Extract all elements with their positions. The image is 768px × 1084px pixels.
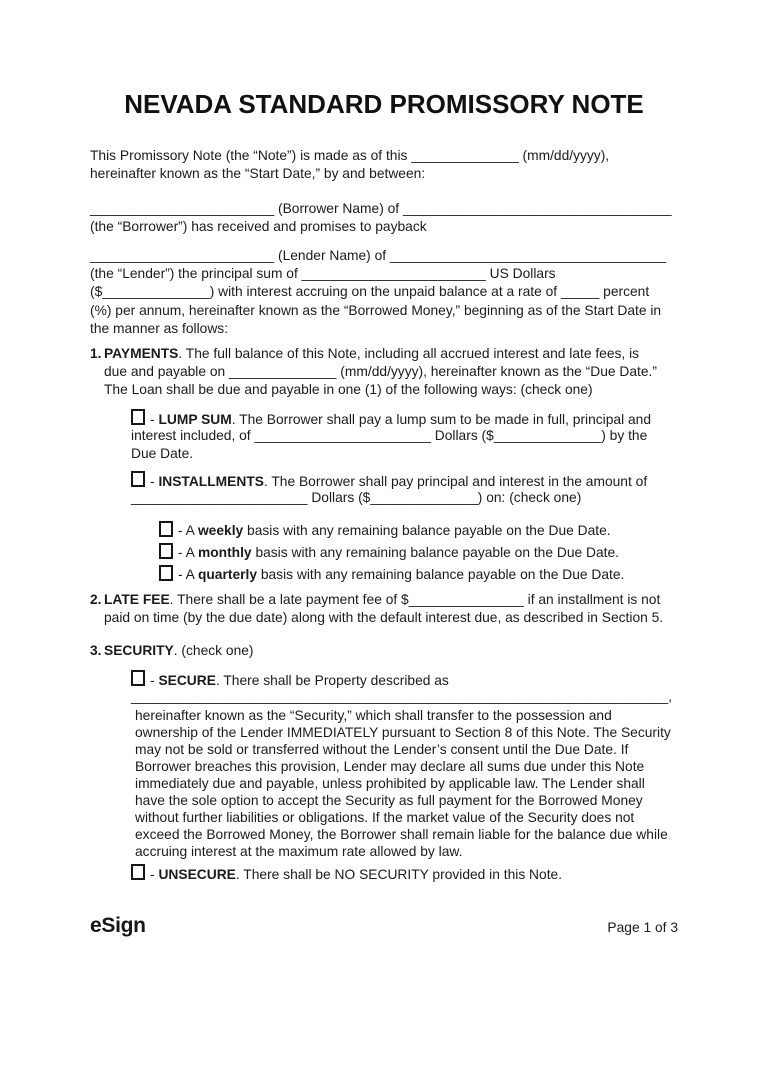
section-number: 1. [90, 345, 102, 361]
text-line: interest included, of _______________________ Dollars ($______________) by the [131, 428, 648, 444]
text-line: - INSTALLMENTS. The Borrower shall pay principal and interest in the amount of [150, 473, 648, 489]
text-line: may not be sold or transferred without the Lender’s consent until the Due Date. If [135, 741, 629, 757]
quarterly-checkbox[interactable] [159, 565, 173, 581]
document-page [0, 90, 768, 938]
lender-name-line: ________________________ (Lender Name) of ____________________________________ [90, 247, 667, 263]
text-line: _______________________ Dollars ($______________) on: (check one) [131, 490, 582, 506]
text-line: - LUMP SUM. The Borrower shall pay a lump sum to be made in full, principal and [150, 411, 652, 427]
property-description-blank: ______________________________________________________________________, [131, 689, 672, 705]
text-line: the manner as follows: [90, 321, 229, 337]
unsecure-checkbox[interactable] [131, 864, 145, 880]
monthly-checkbox[interactable] [159, 543, 173, 559]
page-footer [90, 914, 678, 938]
text-line: due and payable on ______________ (mm/dd/yyyy), hereinafter known as the “Due Date.” [104, 363, 657, 379]
section-security [90, 642, 678, 660]
borrower-name-line: ________________________ (Borrower Name) of ___________________________________ [90, 200, 672, 216]
unsecure-option [90, 864, 678, 882]
document-title: NEVADA STANDARD PROMISSORY NOTE [124, 89, 644, 119]
text-line: have the sole option to accept the Security as full payment for the Borrowed Money [135, 792, 643, 808]
text-line: exceed the Borrowed Money, the Borrower shall remain liable for the balance due while [135, 826, 668, 842]
lump-sum-checkbox[interactable] [131, 409, 145, 425]
text-line: - SECURE. There shall be Property described as [150, 672, 449, 688]
text-line: - UNSECURE. There shall be NO SECURITY provided in this Note. [150, 866, 563, 882]
monthly-option [159, 542, 678, 564]
security-paragraph [90, 707, 678, 860]
intro-paragraph [90, 147, 678, 184]
text-line: - A quarterly basis with any remaining balance payable on the Due Date. [178, 566, 625, 582]
text-line: The Loan shall be due and payable in one (1) of the following ways: (check one) [104, 382, 593, 398]
text-line: hereinafter known as the “Start Date,” by and between: [90, 166, 426, 182]
installments-option [90, 471, 678, 508]
text-line: - A weekly basis with any remaining balance payable on the Due Date. [178, 522, 611, 538]
weekly-option [159, 520, 678, 542]
text-line: Borrower breaches this provision, Lender may declare all sums due under this Note [135, 758, 645, 774]
text-line: This Promissory Note (the “Note”) is made as of this ______________ (mm/dd/yyyy), [90, 148, 610, 163]
esign-logo: eSign [90, 913, 146, 937]
text-line [131, 471, 678, 489]
secure-checkbox[interactable] [131, 670, 145, 686]
text-line: - A monthly basis with any remaining balance payable on the Due Date. [178, 544, 619, 560]
text-line: (the “Lender”) the principal sum of ________________________ US Dollars [90, 265, 556, 281]
text-line: without further liabilities or obligations. If the market value of the Security does not [135, 809, 635, 825]
text-line: (the “Borrower”) has received and promises to payback [90, 219, 427, 235]
text-line [131, 670, 678, 688]
installment-frequency-options [90, 520, 678, 586]
section-number: 3. [90, 643, 102, 659]
borrower-block [90, 200, 678, 237]
text-line: immediately due and payable, unless prohibited by applicable law. The Lender shall [135, 775, 645, 791]
section-number: 2. [90, 591, 102, 607]
text-line: (%) per annum, hereinafter known as the “Borrowed Money,” beginning as of the Start Date in [90, 302, 662, 318]
text-line: Due Date. [131, 446, 194, 462]
text-line: LATE FEE. There shall be a late payment fee of $_______________ if an installment is not [104, 591, 661, 607]
text-line: accruing interest at the maximum rate allowed by law. [135, 843, 463, 859]
section-payments [90, 345, 678, 400]
text-line [131, 409, 678, 427]
lender-block [90, 247, 678, 339]
text-line: ($______________) with interest accruing on the unpaid balance at a rate of _____ percent [90, 284, 650, 300]
text-line: ownership of the Lender IMMEDIATELY pursuant to Section 8 of this Note. The Security [135, 724, 671, 740]
text-line: SECURITY. (check one) [104, 643, 254, 659]
text-line: PAYMENTS. The full balance of this Note, including all accrued interest and late fees, is [104, 345, 640, 361]
weekly-checkbox[interactable] [159, 521, 173, 537]
secure-option [90, 670, 678, 707]
text-line: hereinafter known as the “Security,” which shall transfer to the possession and [135, 707, 612, 723]
quarterly-option [159, 564, 678, 586]
page-number: Page 1 of 3 [607, 919, 678, 935]
lump-sum-option [90, 409, 678, 464]
installments-checkbox[interactable] [131, 471, 145, 487]
text-line: paid on time (by the due date) along with the default interest due, as described in Section 5. [104, 610, 664, 626]
text-line [131, 864, 678, 882]
section-late-fee [90, 591, 678, 628]
